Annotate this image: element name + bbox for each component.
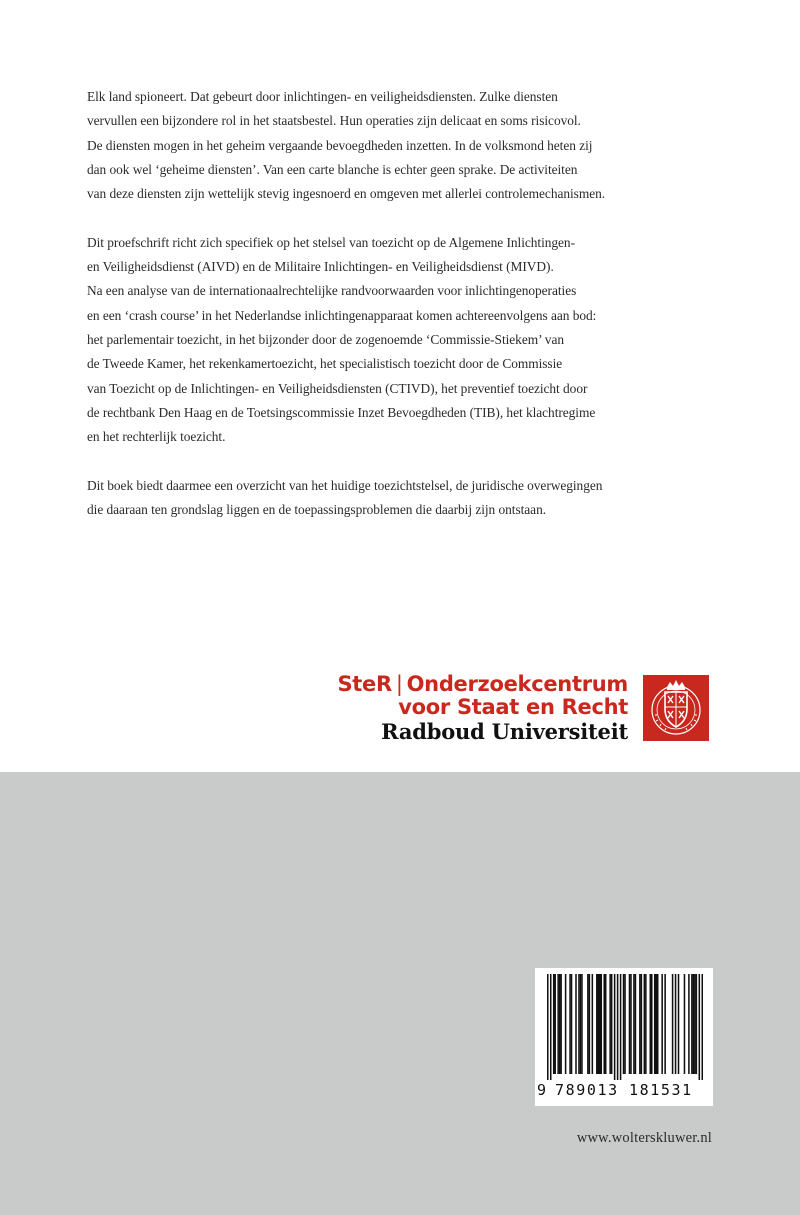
text-line: de Tweede Kamer, het rekenkamertoezicht, het specialistisch toezicht door de Commissie (87, 356, 563, 372)
barcode-bar (578, 974, 580, 1074)
barcode-bar (694, 974, 696, 1074)
barcode-bar (672, 974, 674, 1074)
barcode-bar (617, 974, 619, 1080)
barcode-bar (693, 974, 695, 1074)
text-line: van deze diensten zijn wettelijk stevig ingesnoerd en omgeven met allerlei controlemechanismen. (87, 186, 606, 202)
barcode-bar (641, 974, 643, 1074)
text-line: dan ook wel ‘geheime diensten’. Van een carte blanche is echter geen sprake. De activiteiten (87, 161, 578, 177)
logo-line-1 (337, 673, 628, 696)
barcode-bar (639, 974, 641, 1074)
barcode-bar (560, 974, 562, 1074)
barcode-bar (596, 974, 598, 1074)
barcode-bar (633, 974, 635, 1074)
logo-separator: | (395, 672, 403, 696)
blurb-text (87, 85, 727, 547)
text-line: De diensten mogen in het geheim vergaande bevoegdheden inzetten. In de volksmond heten zij (87, 137, 593, 153)
barcode-bar (589, 974, 591, 1074)
text-line: het parlementair toezicht, in het bijzonder door de zogenoemde ‘Commissie-Stiekem’ van (87, 331, 564, 347)
text-line: die daaraan ten grondslag liggen en de toepassingsproblemen die daarbij zijn ontstaan. (87, 502, 547, 518)
blurb-paragraph-2 (87, 231, 727, 450)
barcode-bar (678, 974, 680, 1074)
barcode-bar (650, 974, 652, 1074)
barcode-bars (547, 974, 703, 1080)
barcode-bar (675, 974, 677, 1074)
barcode-bar (592, 974, 594, 1074)
text-line: Dit proefschrift richt zich specifiek op het stelsel van toezicht op de Algemene Inlichtingen- (87, 234, 575, 250)
barcode-bar (557, 974, 559, 1074)
barcode-bar (581, 974, 583, 1074)
logo-university-name: Radboud Universiteit (381, 719, 628, 744)
text-line: en een ‘crash course’ in het Nederlandse inlichtingenapparaat komen achtereenvolgens aan bod: (87, 307, 597, 323)
barcode-bar (684, 974, 686, 1074)
isbn-digits (535, 1079, 713, 1101)
barcode-bar (664, 974, 666, 1074)
barcode-bar (550, 974, 552, 1080)
barcode-bar (553, 974, 555, 1074)
barcode-bar (599, 974, 601, 1074)
barcode-bar (688, 974, 690, 1074)
barcode-bar (587, 974, 589, 1074)
barcode-bar (644, 974, 646, 1074)
text-line: Dit boek biedt daarmee een overzicht van het huidige toezichtstelsel, de juridische overwegingen (87, 477, 603, 493)
barcode-bar (661, 974, 663, 1074)
barcode-bar (696, 974, 698, 1074)
barcode-bar (654, 974, 656, 1074)
barcode-bar (620, 974, 622, 1080)
barcode-bar (571, 974, 573, 1074)
text-line: en het rechterlijk toezicht. (87, 429, 226, 445)
barcode-bar (657, 974, 659, 1074)
logo-onderzoekcentrum: Onderzoekcentrum (406, 672, 628, 696)
logo-wordmark (337, 673, 628, 744)
barcode-bar (623, 974, 625, 1074)
text-line: van Toezicht op de Inlichtingen- en Veiligheidsdiensten (CTIVD), het preventief toezicht door (87, 380, 588, 396)
publisher-website[interactable]: www.wolterskluwer.nl (576, 1130, 712, 1146)
barcode-bar (611, 974, 613, 1074)
barcode-bar (598, 974, 600, 1074)
text-line: en Veiligheidsdienst (AIVD) en de Militaire Inlichtingen- en Veiligheidsdienst (MIVD). (87, 259, 554, 275)
barcode-bar (603, 974, 605, 1074)
barcode-bar (691, 974, 693, 1074)
barcode-bar (651, 974, 653, 1074)
barcode-bar (630, 974, 632, 1074)
isbn-group-left: 789013 (555, 1081, 619, 1099)
text-line: Elk land spioneert. Dat gebeurt door inlichtingen- en veiligheidsdiensten. Zulke diensten (87, 89, 558, 104)
isbn-group-right: 181531 (629, 1081, 693, 1099)
barcode-bar (554, 974, 556, 1074)
isbn-barcode (535, 968, 713, 1106)
blurb-paragraph-1 (87, 85, 727, 206)
barcode-bar (559, 974, 561, 1074)
barcode-bar (609, 974, 611, 1074)
barcode-bar (569, 974, 571, 1074)
barcode-bar (575, 974, 577, 1074)
blurb-paragraph-3 (87, 474, 727, 523)
barcode-bar (702, 974, 703, 1080)
isbn-first-digit: 9 (537, 1081, 547, 1099)
ster-radboud-logo (337, 672, 714, 744)
barcode-bar (565, 974, 567, 1074)
barcode-bar (600, 974, 602, 1074)
text-line: de rechtbank Den Haag en de Toetsingscommissie Inzet Bevoegdheden (TIB), het klachtregime (87, 404, 596, 420)
barcode-bar (655, 974, 657, 1074)
barcode-bar (629, 974, 631, 1074)
logo-line-2: voor Staat en Recht (398, 695, 628, 719)
barcode-bar (605, 974, 607, 1074)
barcode-bar (635, 974, 637, 1074)
barcode-bar (645, 974, 647, 1074)
barcode-bar (547, 974, 549, 1080)
barcode-bar (614, 974, 616, 1080)
text-line: Na een analyse van de internationaalrechtelijke randvoorwaarden voor inlichtingenoperaties (87, 283, 577, 299)
barcode-bar (699, 974, 701, 1080)
text-line: vervullen een bijzondere rol in het staatsbestel. Hun operaties zijn delicaat en soms risicovol. (87, 113, 581, 129)
barcode-bar (580, 974, 582, 1074)
radboud-seal-icon (643, 675, 709, 741)
barcode-bar (624, 974, 626, 1074)
logo-ster: SteR (337, 672, 392, 696)
